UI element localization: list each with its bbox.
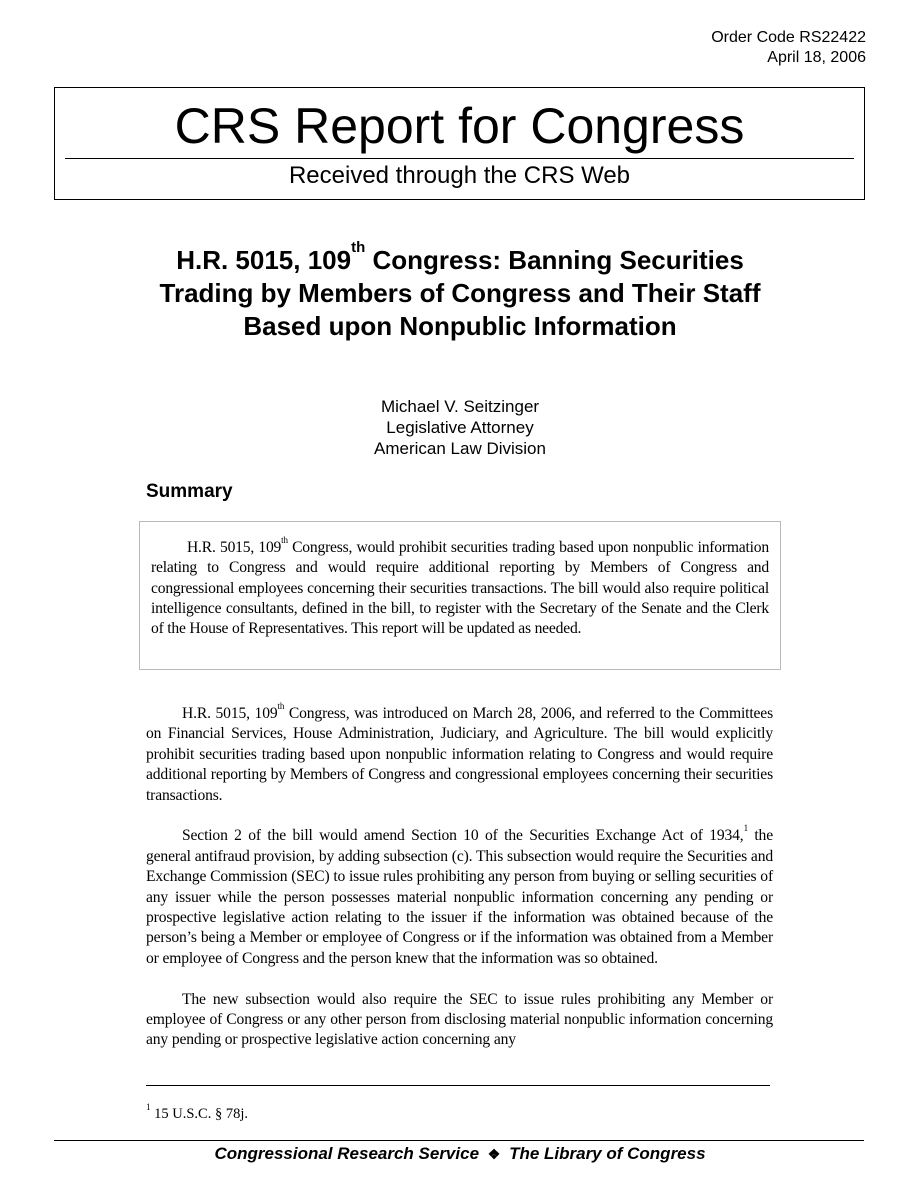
p2-end: the general antifraud provision, by adding subsection (c). This subsection would require the Securities and Exchange Commission (SEC) to issue rules prohibiting any person from buying or selling securities of any issuer while the person possesses material nonpublic information concerning any pending or prospective legislative action relating to the issuer if the information was obtained because of the person’s being a Member or employee of Congress or if the information was obtained from a Member or employee of Congress and the person knew that the information was so obtained. (146, 827, 773, 967)
report-banner (54, 87, 865, 200)
body-paragraph-3: The new subsection would also require the SEC to issue rules prohibiting any Member or employee of Congress or any other person from disclosing material nonpublic information concerning any pending or prospective legislative action concerning any (146, 990, 773, 1049)
footnote-ref-1[interactable]: 1 (743, 823, 748, 834)
page-footer (0, 1143, 920, 1165)
title-text-end: Congress: Banning Securities Trading by Members of Congress and Their Staff Based upon Nonpublic Information (159, 245, 761, 341)
banner-title: CRS Report for Congress (174, 98, 745, 154)
title-superscript: th (351, 239, 366, 256)
footnote-number: 1 (146, 1102, 151, 1112)
diamond-icon: ❖ (487, 1146, 501, 1162)
body-paragraph-2 (146, 823, 773, 969)
p1-start: H.R. 5015, 109 (182, 705, 278, 722)
footer-divider (54, 1140, 864, 1141)
summary-heading: Summary (146, 481, 233, 502)
banner-divider (65, 158, 854, 159)
summary-text (151, 535, 769, 639)
footnote-text: 15 U.S.C. § 78j. (150, 1106, 248, 1122)
order-code: Order Code RS22422 (711, 29, 866, 46)
document-title (140, 239, 780, 343)
order-info (711, 28, 866, 68)
footnote-divider (146, 1085, 770, 1086)
summary-superscript: th (281, 535, 288, 545)
title-text-start: H.R. 5015, 109 (176, 245, 352, 275)
author-position: Legislative Attorney (386, 418, 534, 437)
p2-start: Section 2 of the bill would amend Section 10 of the Securities Exchange Act of 1934, (182, 827, 744, 845)
p1-superscript: th (277, 701, 285, 711)
p1-end: Congress, was introduced on March 28, 2006, and referred to the Committees on Financial Services, House Administration, Judiciary, and Agriculture. The bill would explicitly prohibit securities trading based upon nonpublic information relating to Congress and would require additional reporting by Members of Congress and congressional employees concerning their securities transactions. (146, 705, 774, 804)
summary-text-end: Congress, would prohibit securities trading based upon nonpublic information relating to Congress and would require additional reporting by Members of Congress and congressional employees concerning their securities transactions. The bill would also require political intelligence consultants, defined in the bill, to register with the Secretary of the Senate and the Clerk of the House of Representatives. This report will be updated as needed. (151, 539, 769, 638)
body-paragraph-1 (146, 701, 774, 806)
report-date: April 18, 2006 (767, 49, 866, 66)
body-text (146, 701, 774, 1071)
summary-text-start: H.R. 5015, 109 (187, 539, 282, 556)
author-block (0, 396, 920, 459)
summary-box (139, 521, 781, 670)
footer-right: The Library of Congress (509, 1144, 706, 1163)
author-division: American Law Division (374, 439, 546, 458)
footnote-1 (146, 1102, 248, 1123)
banner-subtitle: Received through the CRS Web (288, 162, 631, 189)
author-name: Michael V. Seitzinger (380, 397, 540, 416)
footer-left: Congressional Research Service (214, 1144, 480, 1163)
